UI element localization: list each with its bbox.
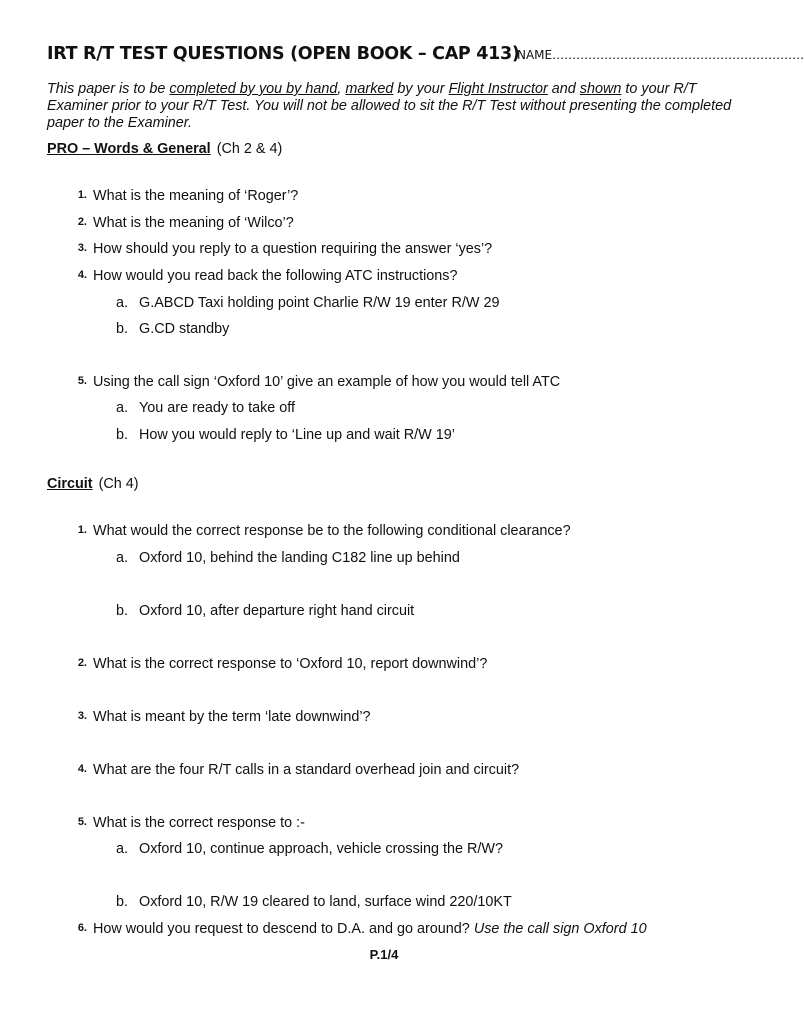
question-text: What are the four R/T calls in a standard overhead join and circuit? [93,762,520,778]
sub-question-text: Oxford 10, after departure right hand circuit [139,603,415,619]
question-text: What is meant by the term ‘late downwind’? [93,709,371,725]
intro-underline-1: completed by you by hand [169,81,338,97]
question-number: 3. [77,242,87,254]
question-number: 5. [77,816,87,828]
question-number: 2. [77,216,87,228]
intro-underline-3: Flight Instructor [448,81,548,97]
sub-question-letter: b. [116,603,129,619]
section-heading-circuit [47,476,139,492]
sub-question-text: Oxford 10, R/W 19 cleared to land, surface wind 220/10KT [139,894,512,910]
section-chapter-ref: (Ch 2 & 4) [216,141,283,157]
question-number: 6. [77,922,87,934]
question-text [93,921,647,937]
intro-text-5: to your R/T Examiner prior to your R/T Test. You will not be allowed to sit the R/T Test without presenting the completed paper to the Examiner. [47,81,732,131]
sub-question-text: Oxford 10, continue approach, vehicle crossing the R/W? [139,841,503,857]
header [47,44,804,70]
question-text: Using the call sign ‘Oxford 10’ give an example of how you would tell ATC [93,374,561,390]
sub-question-letter: a. [116,550,129,566]
sub-question-text: G.ABCD Taxi holding point Charlie R/W 19 enter R/W 29 [139,295,500,311]
instructions-paragraph [47,81,737,132]
document-title: IRT R/T TEST QUESTIONS (OPEN BOOK – CAP 413) [47,44,520,64]
sub-question-text: You are ready to take off [139,400,296,416]
section-chapter-ref: (Ch 4) [98,476,139,492]
question-text-italic: Use the call sign Oxford 10 [473,921,647,937]
intro-underline-2: marked [345,81,394,97]
intro-text-3: by your [393,81,449,97]
question-number: 4. [77,269,87,281]
question-text: What is the meaning of ‘Roger’? [93,188,299,204]
sub-question-letter: a. [116,841,129,857]
question-text: What is the correct response to :- [93,815,305,831]
question-number: 1. [77,524,87,536]
section-title: Circuit [47,476,93,492]
name-field: NAME……………………………………………………… [517,48,804,62]
question-number: 4. [77,763,87,775]
sub-question-text: How you would reply to ‘Line up and wait R/W 19’ [139,427,455,443]
intro-underline-4: shown [579,81,622,97]
intro-text-2: , [337,81,346,97]
question-number: 1. [77,189,87,201]
question-text: What would the correct response be to the following conditional clearance? [93,523,571,539]
sub-question-letter: a. [116,295,129,311]
question-number: 5. [77,375,87,387]
page-number: P.1/4 [369,947,399,962]
question-text: How should you reply to a question requiring the answer ‘yes’? [93,241,493,257]
section-title: PRO – Words & General [47,141,211,157]
sub-question-letter: a. [116,400,129,416]
sub-question-letter: b. [116,427,129,443]
section-heading-pro [47,141,282,157]
question-number: 3. [77,710,87,722]
question-text-main: How would you request to descend to D.A. and go around? [93,921,470,937]
question-number: 2. [77,657,87,669]
question-text: How would you read back the following ATC instructions? [93,268,458,284]
sub-question-letter: b. [116,321,129,337]
question-text: What is the meaning of ‘Wilco’? [93,215,294,231]
sub-question-letter: b. [116,894,129,910]
sub-question-text: Oxford 10, behind the landing C182 line up behind [139,550,460,566]
sub-question-text: G.CD standby [139,321,230,337]
intro-text-1: This paper is to be [47,81,170,97]
question-text: What is the correct response to ‘Oxford 10, report downwind’? [93,656,488,672]
intro-text-4: and [547,81,580,97]
